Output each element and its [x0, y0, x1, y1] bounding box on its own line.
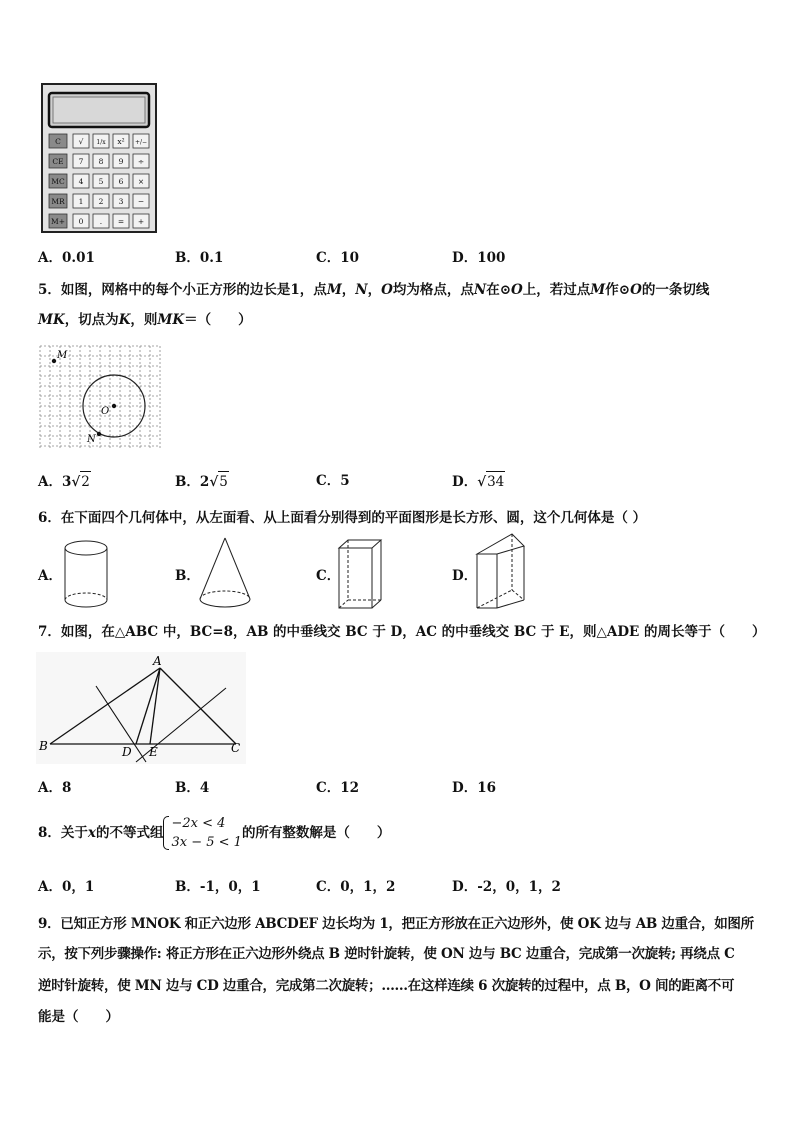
- q5-var: MK: [38, 312, 65, 328]
- q5-text: ，切点为: [64, 312, 119, 328]
- sqrt-symbol: √ 5: [209, 471, 228, 492]
- q5-text: 作⊙: [605, 282, 631, 298]
- calculator-key-label: 0: [78, 217, 84, 226]
- q8-var: x: [87, 825, 96, 841]
- q6-stem: 6．在下面四个几何体中，从左面看、从上面看分别得到的平面图形是长方形、圆，这个几何体是（ ）: [38, 510, 647, 526]
- q6-option-d: D．: [452, 568, 478, 584]
- point-m: [52, 359, 56, 363]
- q8-option-c: C．0，1，2: [316, 879, 396, 895]
- point-n: [97, 432, 101, 436]
- q7-option-c: C．12: [316, 780, 360, 796]
- calculator-key-label: C: [55, 137, 61, 146]
- q8-option-a: A．0，1: [38, 879, 95, 895]
- q9-stem-line4: 能是（ ）: [38, 1009, 119, 1025]
- q4-option-c: C．10: [316, 250, 360, 266]
- calculator-key-label: 7: [78, 157, 84, 166]
- calculator-key-label: .: [99, 217, 103, 226]
- calculator-key-label: M+: [51, 217, 65, 226]
- cylinder-figure: [60, 538, 112, 616]
- label-d: D: [122, 745, 132, 759]
- q4-option-d: D．100: [452, 250, 506, 266]
- calculator-key-label: +/−: [134, 139, 148, 146]
- calculator-key-label: 2: [98, 197, 104, 206]
- q5-option-a: [38, 471, 91, 492]
- label-e: E: [149, 745, 158, 759]
- calculator-key-label: 8: [98, 157, 104, 166]
- q9-stem-line1: 9．已知正方形 MNOK 和正六边形 ABCDEF 边长均为 1，把正方形放在正六边形外，使 OK 边与 AB 边重合，如图所: [38, 916, 754, 932]
- q8-stem: [38, 814, 390, 852]
- q5-stem-line2: [38, 310, 758, 330]
- q5-var: N: [473, 282, 487, 298]
- q5-text: 在⊙: [486, 282, 512, 298]
- q8-text: 的不等式组: [95, 825, 164, 841]
- prism-square-figure: [336, 538, 386, 616]
- label-c: C: [231, 741, 241, 755]
- q8-option-b: B．-1，0，1: [175, 879, 261, 895]
- calculator-key-label: 3: [118, 197, 124, 206]
- q8-option-d: D．-2，0，1，2: [452, 879, 561, 895]
- q5-text: 上，若过点: [522, 282, 591, 298]
- option-text: B．2: [175, 474, 210, 490]
- q5-grid-figure: [38, 344, 162, 452]
- calculator-key-label: 6: [118, 177, 124, 186]
- label-m: M: [57, 350, 68, 361]
- q5-text: ，: [341, 282, 356, 298]
- q5-number: 5．: [38, 282, 61, 298]
- q6-option-c: C．: [316, 568, 341, 584]
- option-text: D．: [452, 474, 478, 490]
- inequality-2: 3x − 5 < 1: [171, 835, 242, 850]
- q5-var: O: [511, 282, 523, 298]
- q5-option-c: [316, 471, 350, 491]
- q5-option-d: [452, 471, 505, 492]
- radicand: 34: [486, 471, 505, 492]
- q5-var: O: [630, 282, 642, 298]
- calculator-key-label: MC: [51, 177, 65, 186]
- q7-option-b: B．4: [175, 780, 210, 796]
- radicand: 5: [218, 471, 229, 492]
- calculator-key-label: ÷: [137, 157, 145, 166]
- q5-text: ＝（ ）: [184, 312, 252, 328]
- q7-stem: 7．如图，在△ABC 中，BC=8，AB 的中垂线交 BC 于 D，AC 的中垂线交 BC 于 E，则△ADE 的周长等于（ ）: [38, 624, 766, 640]
- q5-var: M: [326, 282, 342, 298]
- calculator-key-label: MR: [51, 197, 65, 206]
- calculator-key-label: 5: [98, 177, 104, 186]
- option-text: C．5: [316, 473, 350, 489]
- q5-stem-line1: [38, 280, 758, 300]
- q9-stem-line2: 示，按下列步骤操作: 将正方形在正六边形外绕点 B 逆时针旋转，使 ON 边与 BC 边重合，完成第一次旋转; 再绕点 C: [38, 946, 735, 962]
- calculator-key-label: ×: [137, 177, 145, 186]
- calculator-figure: [40, 82, 158, 234]
- option-text: A．3: [38, 474, 72, 490]
- q5-option-b: [175, 471, 229, 492]
- q5-var: O: [381, 282, 393, 298]
- q7-option-a: A．8: [38, 780, 72, 796]
- q9-stem-line3: 逆时针旋转，使 MN 边与 CD 边重合，完成第二次旋转；……在这样连续 6 次旋转的过程中，点 B，O 间的距离不可: [38, 978, 735, 994]
- calculator-key-label: x²: [117, 137, 125, 146]
- calculator-key-label: 4: [78, 177, 84, 186]
- calculator-key-label: −: [137, 197, 145, 206]
- calculator-key-label: +: [137, 217, 145, 226]
- q8-text: 的所有整数解是（ ）: [241, 825, 391, 841]
- calculator-key-label: CE: [52, 157, 64, 166]
- label-o: O: [101, 406, 110, 417]
- sqrt-symbol: √ 34: [477, 471, 505, 492]
- cone-figure: [196, 536, 254, 618]
- q6-option-b: B．: [175, 568, 200, 584]
- q8-text: 8．关于: [38, 825, 88, 841]
- q5-text: 均为格点，点: [392, 282, 474, 298]
- q7-triangle-figure: [36, 652, 246, 764]
- q5-text: 的一条切线: [641, 282, 710, 298]
- q5-text: ，则: [130, 312, 158, 328]
- q5-var: N: [355, 282, 368, 298]
- q5-text: 如图，网格中的每个小正方形的边长是1，点: [60, 282, 327, 298]
- calculator-key-label: =: [117, 217, 125, 226]
- sqrt-symbol: √ 2: [71, 471, 90, 492]
- calculator-key-label: 1: [78, 197, 84, 206]
- point-o: [112, 404, 116, 408]
- q4-option-a: A．0.01: [38, 250, 95, 266]
- q5-var: MK: [157, 312, 185, 328]
- inequality-1: −2x < 4: [171, 816, 226, 831]
- calculator-key-label: 9: [118, 157, 124, 166]
- prism-triangle-figure: [472, 532, 530, 616]
- calculator-key-label: 1/x: [96, 139, 106, 146]
- q5-var: K: [118, 312, 131, 328]
- q6-option-a: A．: [38, 568, 62, 584]
- inequality-system: [163, 814, 241, 852]
- q4-option-b: B．0.1: [175, 250, 224, 266]
- label-n: N: [87, 434, 96, 445]
- radicand: 2: [80, 471, 91, 492]
- calculator-key-label: √: [78, 137, 84, 146]
- q7-option-d: D．16: [452, 780, 496, 796]
- label-a: A: [153, 654, 162, 668]
- q5-var: M: [590, 282, 606, 298]
- label-b: B: [39, 739, 48, 753]
- q5-text: ，: [367, 282, 382, 298]
